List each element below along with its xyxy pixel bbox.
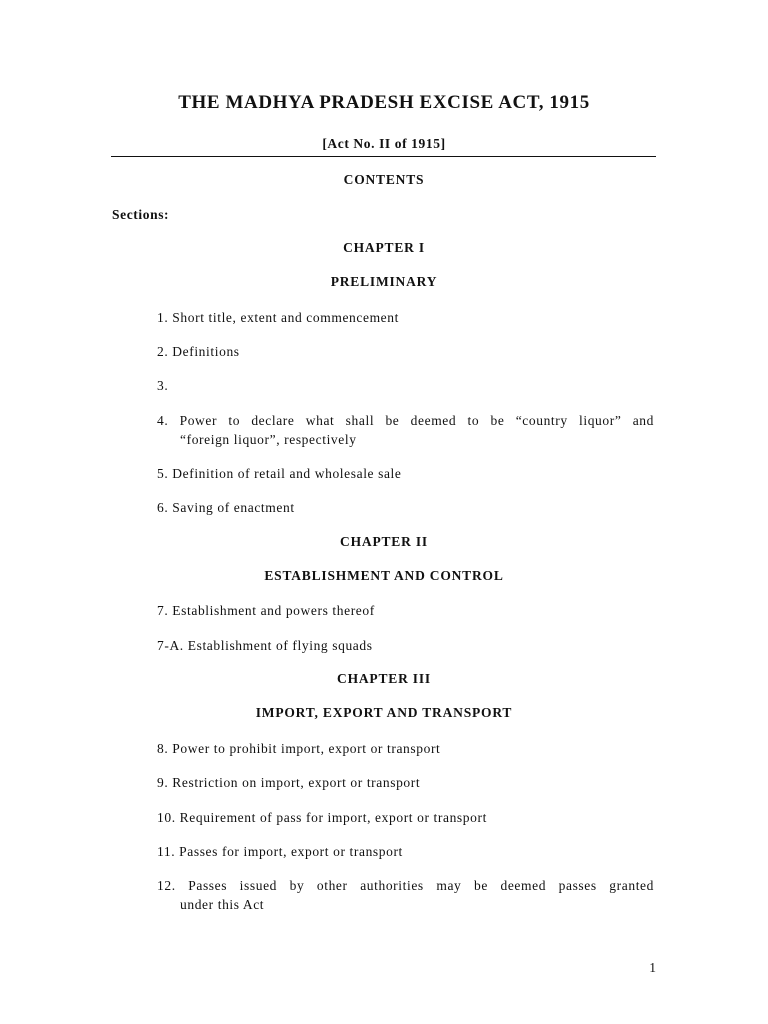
section-item-7[interactable]: 7. Establishment and powers thereof: [157, 603, 375, 618]
section-item-1[interactable]: 1. Short title, extent and commencement: [157, 310, 399, 325]
chapter-1-label: CHAPTER I: [343, 240, 425, 255]
section-item-6[interactable]: 6. Saving of enactment: [157, 500, 295, 515]
section-item-4-line-2: “foreign liquor”, respectively: [180, 432, 357, 447]
chapter-2-title: ESTABLISHMENT AND CONTROL: [264, 568, 504, 583]
chapter-3-label: CHAPTER III: [337, 671, 431, 686]
section-item-4-line-1: 4. Power to declare what shall be deemed to be “country liquor” and: [157, 413, 654, 428]
section-item-12[interactable]: [157, 876, 654, 914]
section-item-10[interactable]: 10. Requirement of pass for import, export or transport: [157, 810, 487, 825]
section-item-5[interactable]: 5. Definition of retail and wholesale sale: [157, 466, 402, 481]
section-item-12-line-1: 12. Passes issued by other authorities may be deemed passes granted: [157, 878, 654, 893]
page-number: 1: [649, 960, 656, 975]
section-item-12-line-2: under this Act: [180, 897, 265, 912]
section-item-9[interactable]: 9. Restriction on import, export or transport: [157, 775, 421, 790]
chapter-2-label: CHAPTER II: [340, 534, 428, 549]
act-number: [Act No. II of 1915]: [322, 136, 446, 151]
chapter-1-title: PRELIMINARY: [330, 274, 438, 289]
section-item-8[interactable]: 8. Power to prohibit import, export or transport: [157, 741, 441, 756]
section-item-4[interactable]: [157, 411, 654, 449]
section-item-7a[interactable]: 7-A. Establishment of flying squads: [157, 638, 373, 653]
section-item-3[interactable]: 3.: [157, 378, 169, 393]
sections-label: Sections:: [112, 207, 170, 222]
section-item-11[interactable]: 11. Passes for import, export or transport: [157, 844, 403, 859]
chapter-3-title: IMPORT, EXPORT AND TRANSPORT: [255, 705, 513, 720]
page-title: THE MADHYA PRADESH EXCISE ACT, 1915: [178, 92, 590, 113]
title-divider: [111, 156, 656, 157]
contents-heading: CONTENTS: [343, 172, 425, 187]
section-item-2[interactable]: 2. Definitions: [157, 344, 240, 359]
